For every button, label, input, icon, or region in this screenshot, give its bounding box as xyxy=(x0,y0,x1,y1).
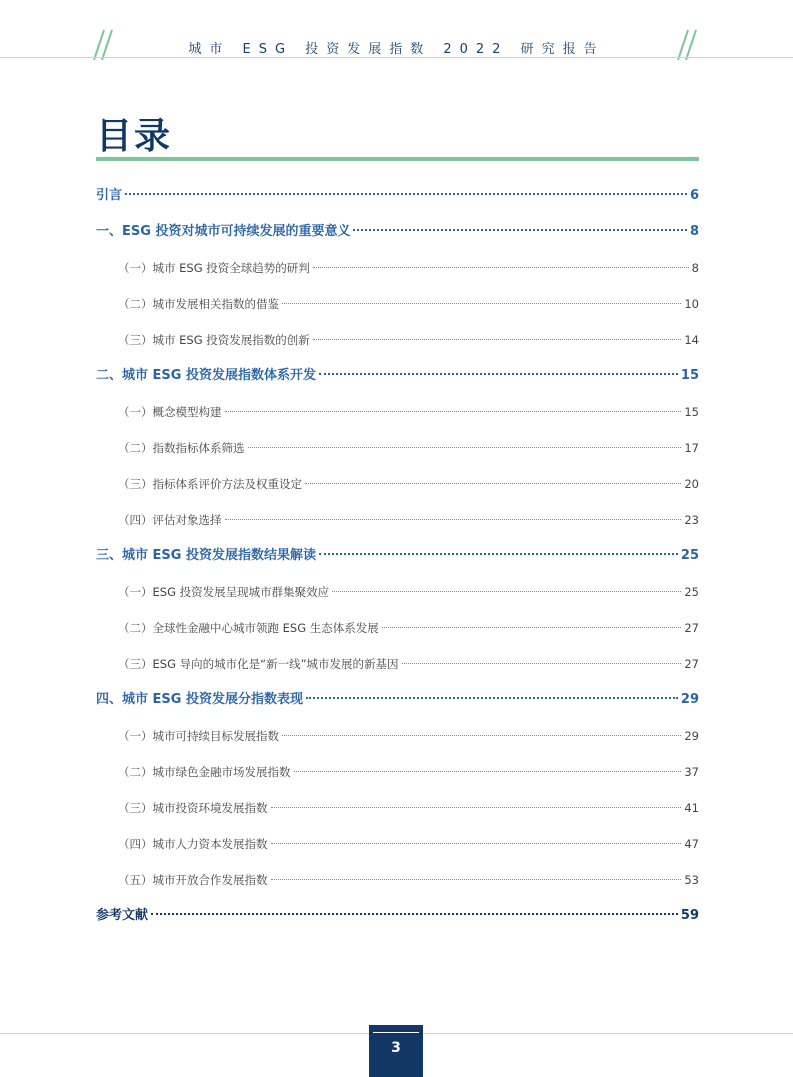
toc-entry-text: （四）城市人力资本发展指数 xyxy=(118,837,268,851)
dot-leader xyxy=(282,303,681,304)
toc-entry[interactable] xyxy=(96,754,699,790)
toc-entry-text: （一）概念模型构建 xyxy=(118,405,222,419)
toc-entry-text: 四、城市 ESG 投资发展分指数表现 xyxy=(96,692,303,707)
toc-entry-page: 59 xyxy=(680,908,699,923)
toc-entry-page: 8 xyxy=(691,261,699,275)
dot-leader xyxy=(402,663,682,664)
table-of-contents xyxy=(96,178,699,934)
dot-leader xyxy=(294,771,682,772)
toc-entry-page: 41 xyxy=(684,801,699,815)
toc-entry-text: （一）城市 ESG 投资全球趋势的研判 xyxy=(118,261,310,275)
toc-entry-page: 53 xyxy=(684,873,699,887)
dot-leader xyxy=(271,807,682,808)
toc-entry-text: （四）评估对象选择 xyxy=(118,513,222,527)
toc-entry[interactable] xyxy=(96,862,699,898)
toc-entry-page: 47 xyxy=(684,837,699,851)
dot-leader xyxy=(319,373,678,375)
toc-entry-text: （三）城市 ESG 投资发展指数的创新 xyxy=(118,333,310,347)
dot-leader xyxy=(151,913,678,915)
page-title: 目录 xyxy=(96,116,173,157)
toc-entry-page: 8 xyxy=(689,224,699,239)
toc-entry-page: 29 xyxy=(680,692,699,707)
toc-entry-page: 27 xyxy=(684,621,699,635)
dot-leader xyxy=(271,843,682,844)
toc-entry-page: 17 xyxy=(684,441,699,455)
toc-entry[interactable] xyxy=(96,574,699,610)
page-number: 3 xyxy=(369,1025,423,1077)
toc-entry-text: （三）城市投资环境发展指数 xyxy=(118,801,268,815)
toc-entry-text: 参考文献 xyxy=(96,908,149,923)
toc-entry[interactable] xyxy=(96,430,699,466)
dot-leader xyxy=(271,879,682,880)
toc-entry[interactable] xyxy=(96,466,699,502)
dot-leader xyxy=(225,519,682,520)
toc-entry-text: （三）ESG 导向的城市化是“新一线”城市发展的新基因 xyxy=(118,657,399,671)
toc-entry-page: 14 xyxy=(684,333,699,347)
toc-entry[interactable] xyxy=(96,610,699,646)
toc-entry-page: 37 xyxy=(684,765,699,779)
dot-leader xyxy=(125,193,687,195)
toc-entry-page: 27 xyxy=(684,657,699,671)
toc-entry-text: 二、城市 ESG 投资发展指数体系开发 xyxy=(96,368,316,383)
title-underline xyxy=(96,157,699,161)
toc-entry[interactable] xyxy=(96,286,699,322)
toc-entry[interactable] xyxy=(96,502,699,538)
toc-entry[interactable] xyxy=(96,898,699,934)
toc-entry-page: 10 xyxy=(684,297,699,311)
toc-entry[interactable] xyxy=(96,538,699,574)
dot-leader xyxy=(225,411,682,412)
header-title: 城市 ESG 投资发展指数 2022 研究报告 xyxy=(188,42,605,57)
toc-entry[interactable] xyxy=(96,646,699,682)
toc-entry-page: 20 xyxy=(684,477,699,491)
toc-entry-page: 25 xyxy=(680,548,699,563)
toc-entry-text: （二）全球性金融中心城市领跑 ESG 生态体系发展 xyxy=(118,621,379,635)
dot-leader xyxy=(313,267,689,268)
toc-entry[interactable] xyxy=(96,214,699,250)
toc-entry-text: （一）城市可持续目标发展指数 xyxy=(118,729,279,743)
dot-leader xyxy=(305,483,681,484)
toc-entry-page: 15 xyxy=(680,368,699,383)
toc-entry-text: （三）指标体系评价方法及权重设定 xyxy=(118,477,302,491)
toc-entry-text: （五）城市开放合作发展指数 xyxy=(118,873,268,887)
dot-leader xyxy=(382,627,682,628)
dot-leader xyxy=(353,229,687,231)
dot-leader xyxy=(332,591,681,592)
toc-entry-text: （二）城市绿色金融市场发展指数 xyxy=(118,765,291,779)
toc-entry[interactable] xyxy=(96,826,699,862)
toc-entry-page: 6 xyxy=(689,188,699,203)
toc-entry-page: 15 xyxy=(684,405,699,419)
header-divider xyxy=(0,57,793,58)
dot-leader xyxy=(313,339,682,340)
toc-entry[interactable] xyxy=(96,178,699,214)
toc-entry-page: 25 xyxy=(684,585,699,599)
toc-entry-page: 23 xyxy=(684,513,699,527)
toc-entry[interactable] xyxy=(96,358,699,394)
toc-entry[interactable] xyxy=(96,682,699,718)
toc-entry[interactable] xyxy=(96,790,699,826)
toc-entry-text: 引言 xyxy=(96,188,123,203)
toc-entry-text: （二）城市发展相关指数的借鉴 xyxy=(118,297,279,311)
toc-entry-page: 29 xyxy=(684,729,699,743)
dot-leader xyxy=(319,553,678,555)
dot-leader xyxy=(306,697,678,699)
toc-entry-text: （二）指数指标体系筛选 xyxy=(118,441,245,455)
toc-entry[interactable] xyxy=(96,250,699,286)
toc-entry[interactable] xyxy=(96,322,699,358)
toc-entry-text: 三、城市 ESG 投资发展指数结果解读 xyxy=(96,548,316,563)
dot-leader xyxy=(282,735,681,736)
toc-entry-text: （一）ESG 投资发展呈现城市群集聚效应 xyxy=(118,585,330,599)
toc-entry[interactable] xyxy=(96,718,699,754)
toc-entry-text: 一、ESG 投资对城市可持续发展的重要意义 xyxy=(96,224,351,239)
dot-leader xyxy=(248,447,682,448)
toc-entry[interactable] xyxy=(96,394,699,430)
